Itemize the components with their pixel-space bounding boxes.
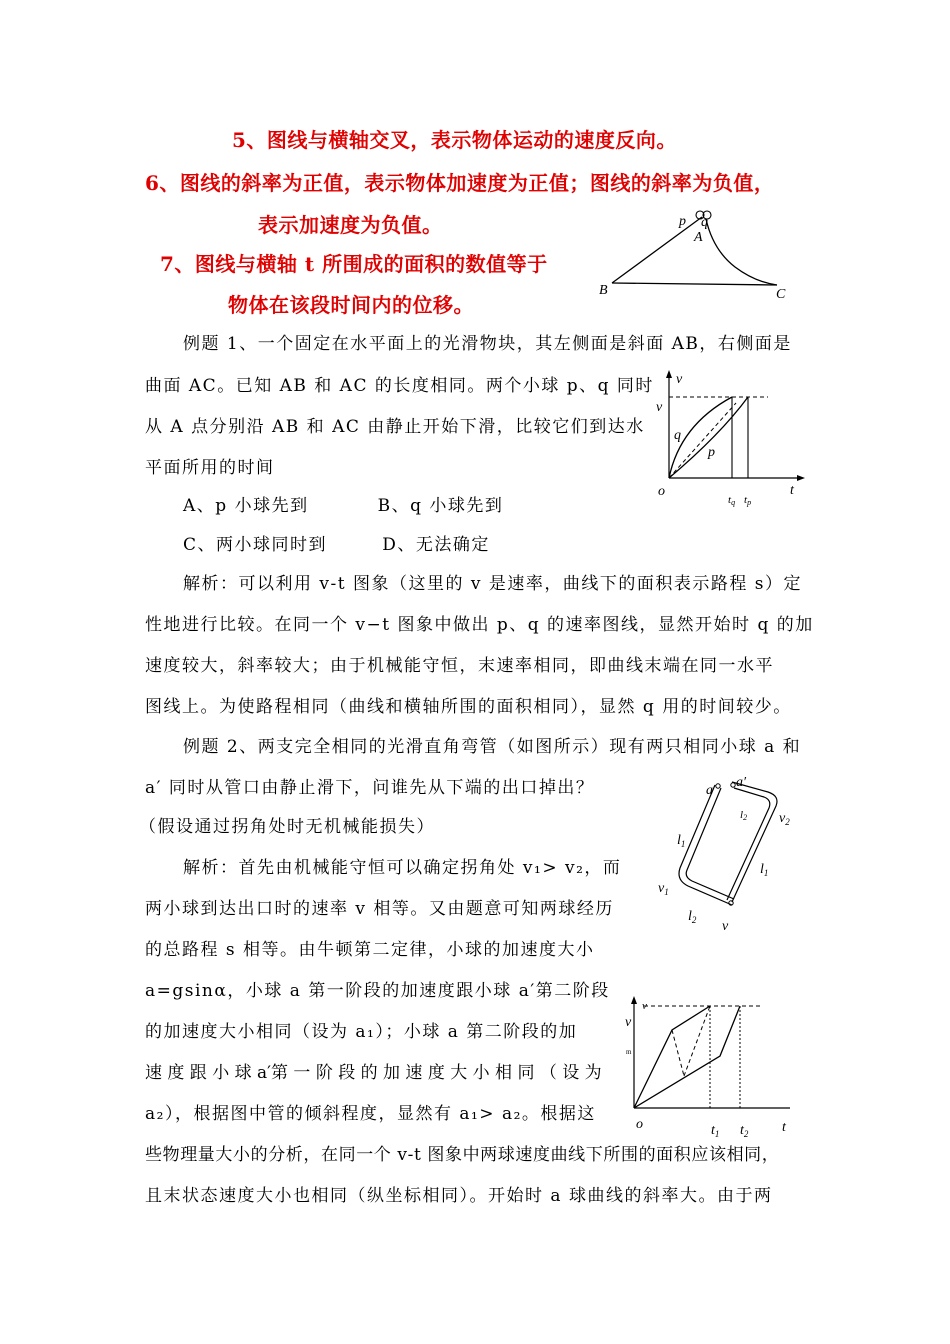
example2-line-2: a′ 同时从管口由静止滑下，问谁先从下端的出口掉出？ xyxy=(145,778,595,798)
vt2-t2-label: $t_2$ xyxy=(740,1123,749,1139)
vt1-q-label: q xyxy=(674,428,681,443)
vt1-origin-label: o xyxy=(658,484,665,499)
pipe-l1-left-label: $l_1$ xyxy=(677,833,686,849)
example1-analysis-4: 图线上。为使路程相同（曲线和横轴所围的面积相同），显然 q 用的时间较少。 xyxy=(145,697,792,717)
pipe-a-label: a xyxy=(706,783,713,798)
example1-options-row1: A、p 小球先到 B、q 小球先到 xyxy=(183,496,504,516)
pipe-v2-label: $v_2$ xyxy=(779,811,790,827)
vt2-m-label: m xyxy=(626,1048,632,1056)
slope-curve-figure xyxy=(595,205,795,305)
vt1-v-axis-label: v xyxy=(676,372,683,387)
example2-line-3: （假设通过拐角处时无机械能损失） xyxy=(139,817,435,837)
vt1-p-label: p xyxy=(708,445,715,460)
pipe-v-label: v xyxy=(722,919,729,934)
pipe-l1-right-label: $l_1$ xyxy=(760,862,769,878)
example2-analysis-2: 两小球到达出口时的速率 v 相等。又由题意可知两球经历 xyxy=(145,899,614,919)
label-p: p xyxy=(679,214,686,229)
vt-graph-a-aprime xyxy=(622,990,802,1140)
rule-7-line1: 7、图线与横轴 t 所围成的面积的数值等于 xyxy=(160,252,548,276)
pipe-l2-bottom-label: $l_2$ xyxy=(688,909,697,925)
vt1-tq-label: tq xyxy=(728,494,736,507)
label-q: q xyxy=(701,215,708,230)
vt2-t-axis-label: t xyxy=(782,1120,786,1135)
vt2-origin-label: o xyxy=(636,1117,643,1132)
label-C: C xyxy=(776,287,786,302)
example2-analysis-8: 些物理量大小的分析，在同一个 v-t 图象中两球速度曲线下所围的面积应该相同， xyxy=(145,1145,780,1165)
example2-analysis-5: 的加速度大小相同（设为 a₁）；小球 a 第二阶段的加 xyxy=(145,1022,578,1042)
example2-analysis-9: 且末状态速度大小也相同（纵坐标相同）。开始时 a 球曲线的斜率大。由于两 xyxy=(145,1186,773,1206)
example1-line-4: 平面所用的时间 xyxy=(145,458,275,478)
example2-analysis-1: 解析：首先由机械能守恒可以确定拐角处 v₁> v₂，而 xyxy=(183,858,622,878)
vt2-t1-label: $t_1$ xyxy=(711,1123,720,1139)
example1-analysis-1: 解析：可以利用 v-t 图象（这里的 v 是速率，曲线下的面积表示路程 s）定 xyxy=(183,574,803,594)
vt1-t-axis-label: t xyxy=(790,483,794,498)
label-A: A xyxy=(694,230,703,245)
vt1-tp-label: tp xyxy=(744,494,752,507)
example2-analysis-6: 速 度 跟 小 球 a′第 一 阶 段 的 加 速 度 大 小 相 同 （ 设 为 xyxy=(145,1063,602,1083)
example2-analysis-3: 的总路程 s 相等。由牛顿第二定律，小球的加速度大小 xyxy=(145,940,595,960)
example1-analysis-2: 性地进行比较。在同一个 v−t 图象中做出 p、q 的速率图线，显然开始时 q 的加 xyxy=(145,615,814,635)
vt2-v-top-label: v xyxy=(642,1000,647,1012)
example2-analysis-4: a=gsinα，小球 a 第一阶段的加速度跟小球 a′第二阶段 xyxy=(145,981,610,1001)
vt-graph-pq xyxy=(650,365,810,515)
pipe-v1-label: $v_1$ xyxy=(658,881,669,897)
example1-analysis-3: 速度较大，斜率较大；由于机械能守恒，末速率相同，即曲线末端在同一水平 xyxy=(145,656,774,676)
rule-6-line2: 表示加速度为负值。 xyxy=(258,213,443,237)
bent-pipes-figure xyxy=(650,770,810,940)
rule-7-line2: 物体在该段时间内的位移。 xyxy=(228,293,474,317)
pipe-a-prime-label: a′ xyxy=(736,775,747,790)
example1-options-row2: C、两小球同时到 D、无法确定 xyxy=(183,535,490,555)
rule-5: 5、图线与横轴交叉，表示物体运动的速度反向。 xyxy=(232,128,677,152)
example1-line-3: 从 A 点分别沿 AB 和 AC 由静止开始下滑，比较它们到达水 xyxy=(145,417,645,437)
vt1-v-level-label: v xyxy=(656,400,663,415)
example2-analysis-7: a₂），根据图中管的倾斜程度，显然有 a₁> a₂。根据这 xyxy=(145,1104,596,1124)
example1-line-1: 例题 1、一个固定在水平面上的光滑物块，其左侧面是斜面 AB，右侧面是 xyxy=(183,334,792,354)
example1-line-2: 曲面 AC。已知 AB 和 AC 的长度相同。两个小球 p、q 同时 xyxy=(145,376,654,396)
rule-6-line1: 6、图线的斜率为正值，表示物体加速度为正值；图线的斜率为负值， xyxy=(145,171,775,195)
label-B: B xyxy=(599,283,608,298)
example2-line-1: 例题 2、两支完全相同的光滑直角弯管（如图所示）现有两只相同小球 a 和 xyxy=(183,737,802,757)
vt2-v-axis-label: v xyxy=(625,1015,632,1030)
pipe-l2-top-label: l2 xyxy=(740,809,748,822)
